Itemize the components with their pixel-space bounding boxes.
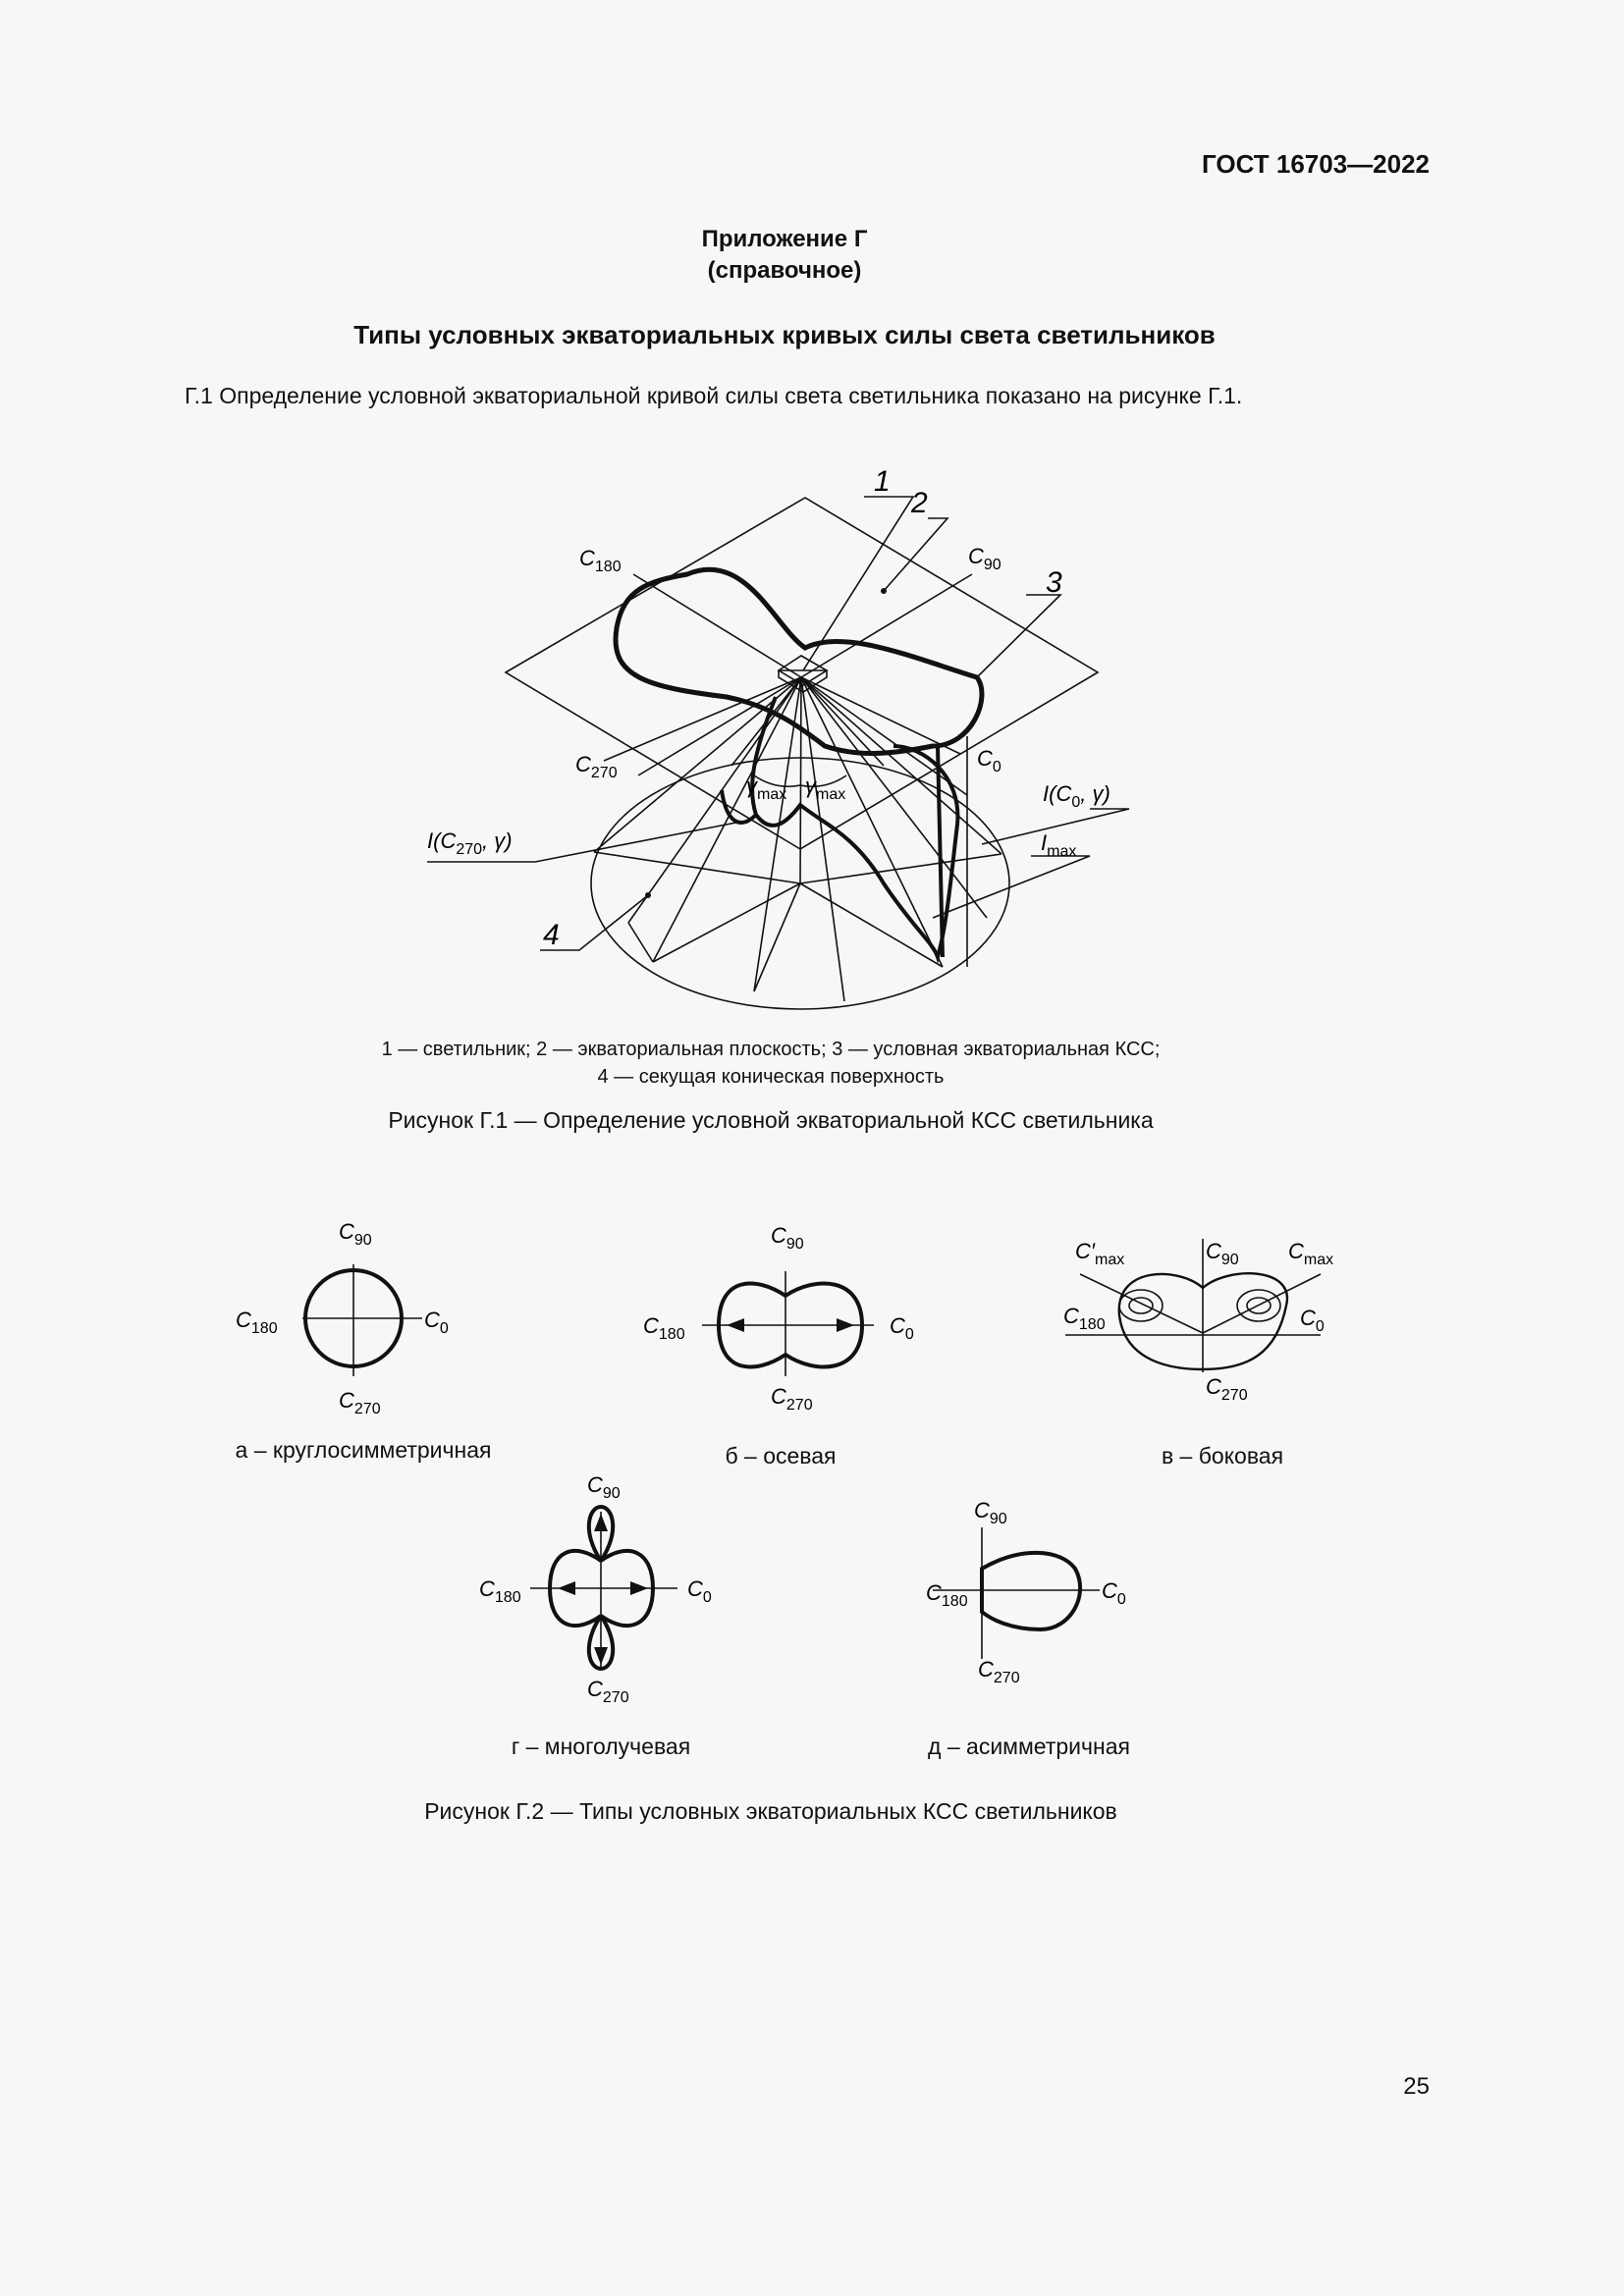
g-c90: $C_{90}$ [587,1472,621,1502]
g-c180: $C_{180}$ [479,1576,521,1606]
c-c270: $C_{270}$ [1206,1374,1248,1404]
appendix-title: Приложение Г [701,226,868,252]
c-c180: $C_{180}$ [1063,1304,1106,1333]
label-c270: $C_{270}$ [575,752,618,781]
label-imax: $I_{max}$ [1041,830,1077,860]
d-c270: $C_{270}$ [978,1657,1020,1686]
g-c270: $C_{270}$ [587,1677,629,1706]
caption-v: в – боковая [1161,1443,1284,1468]
figure-2-caption: Рисунок Г.2 — Типы условных экваториальных КСС светильников [424,1798,1117,1824]
g-c0: $C_0$ [687,1576,712,1606]
callout-4: 4 [543,919,560,951]
d-c0: $C_0$ [1102,1578,1126,1608]
label-gamma-left: $\gamma_{max}$ [746,774,787,803]
b-c180: $C_{180}$ [643,1313,685,1343]
section-heading: Типы условных экваториальных кривых силы света светильников [353,320,1216,349]
figure-1-legend-line-1: 1 — светильник; 2 — экваториальная плоскость; 3 — условная экваториальная КСС; [381,1039,1161,1060]
c-cmax: $C_{max}$ [1288,1239,1334,1268]
callout-1: 1 [874,465,891,498]
label-c0: $C_0$ [977,746,1001,775]
b-c270: $C_{270}$ [771,1384,813,1414]
caption-b: б – осевая [725,1443,837,1468]
intro-paragraph: Г.1 Определение условной экваториальной кривой силы света светильника показано на рисунке Г.1. [185,383,1243,408]
a-c90: $C_{90}$ [339,1219,372,1249]
b-c0: $C_0$ [890,1313,914,1343]
figure-1-caption: Рисунок Г.1 — Определение условной экваториальной КСС светильника [388,1107,1154,1133]
label-i-c0: $I(C_0$, γ) [1043,781,1110,811]
a-c0: $C_0$ [424,1308,449,1337]
callout-3: 3 [1046,566,1062,599]
d-c180: $C_{180}$ [926,1580,968,1610]
d-c90: $C_{90}$ [974,1498,1007,1527]
label-c90: $C_{90}$ [968,544,1001,573]
b-c90: $C_{90}$ [771,1223,804,1253]
standard-code: ГОСТ 16703—2022 [1202,149,1430,179]
label-i-c270: $I(C_{270}$, γ) [427,828,513,858]
c-c90: $C_{90}$ [1206,1239,1239,1268]
figure-1-legend-line-2: 4 — секущая коническая поверхность [597,1066,945,1088]
callout-2: 2 [911,487,928,519]
label-gamma-right: $\gamma_{max}$ [805,774,846,803]
caption-d: д – асимметричная [928,1734,1130,1759]
label-c180: $C_{180}$ [579,546,622,575]
c-c0: $C_0$ [1300,1306,1325,1335]
page-number: 25 [1403,2073,1430,2100]
caption-a: а – круглосимметричная [235,1437,492,1463]
a-c270: $C_{270}$ [339,1388,381,1417]
caption-g: г – многолучевая [511,1734,691,1759]
c-cmax-prime: $C'_{max}$ [1075,1239,1125,1268]
a-c180: $C_{180}$ [236,1308,278,1337]
appendix-subtitle: (справочное) [707,257,862,284]
